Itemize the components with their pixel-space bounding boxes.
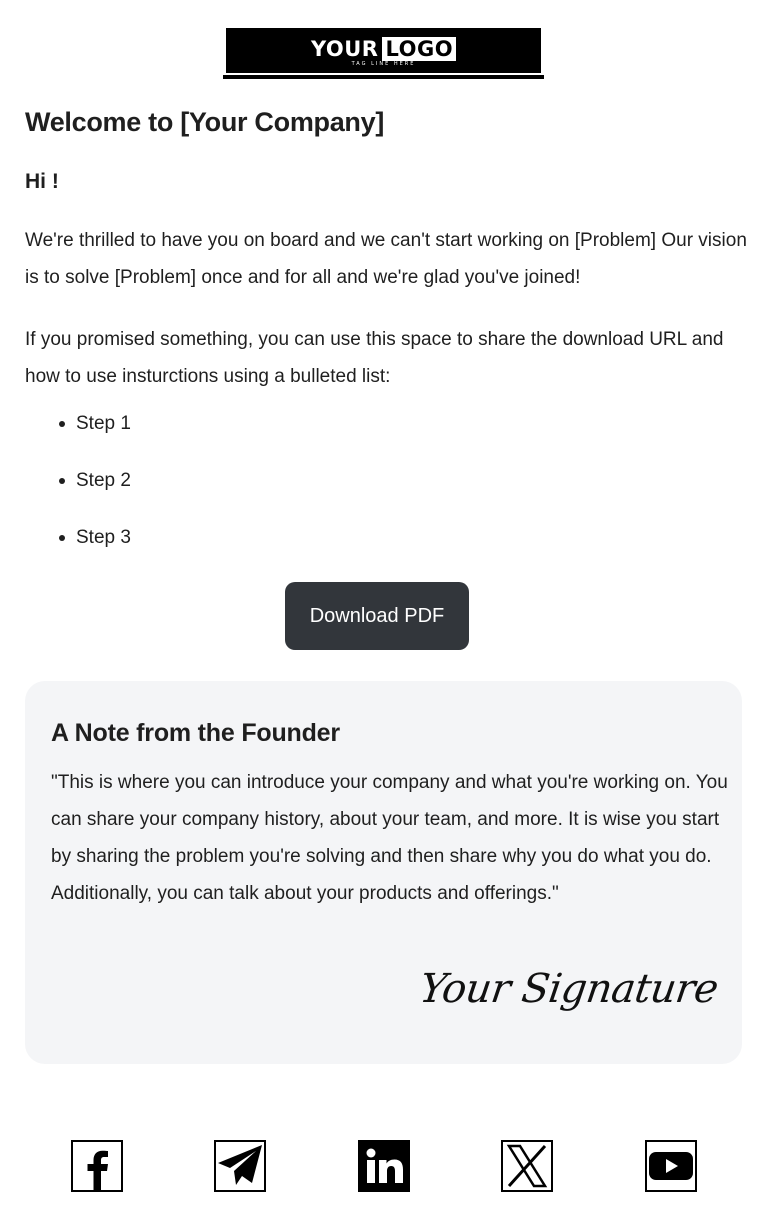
intro-paragraph: We're thrilled to have you on board and we can't start working on [Problem] Our vision is to solve [Problem] once and for all and we're glad you've joined!	[25, 230, 747, 288]
instructions-paragraph: If you promised something, you can use this space to share the download URL and how to use insturctions using a bulleted list:	[25, 329, 724, 387]
logo-word-logo: LOGO	[382, 37, 456, 61]
founder-note-title: A Note from the Founder	[51, 719, 340, 747]
page-title: Welcome to [Your Company]	[25, 107, 385, 137]
facebook-icon[interactable]	[71, 1140, 123, 1192]
logo-underline	[223, 75, 544, 79]
steps-list	[58, 408, 131, 579]
logo-tagline: TAG LINE HERE	[351, 61, 416, 67]
linkedin-icon[interactable]	[358, 1140, 410, 1192]
download-pdf-button[interactable]: Download PDF	[285, 582, 469, 650]
founder-quote: "This is where you can introduce your company and what you're working on. You can share your company history, about your team, and more. It is wise you start by sharing the problem you're solving and then share why you do what you do. Additionally, you can talk about your products and offerings."	[51, 772, 728, 904]
founder-note-card	[25, 681, 742, 1064]
greeting: Hi !	[25, 170, 59, 193]
logo-word-your: YOUR	[310, 36, 379, 61]
list-item: Step 3	[58, 522, 131, 579]
list-item: Step 1	[58, 408, 131, 465]
youtube-icon[interactable]	[645, 1140, 697, 1192]
logo-bar	[226, 28, 541, 73]
x-icon[interactable]	[501, 1140, 553, 1192]
list-item: Step 2	[58, 465, 131, 522]
company-logo	[223, 28, 544, 81]
signature: Your Signature	[416, 966, 721, 1012]
telegram-icon[interactable]	[214, 1140, 266, 1192]
